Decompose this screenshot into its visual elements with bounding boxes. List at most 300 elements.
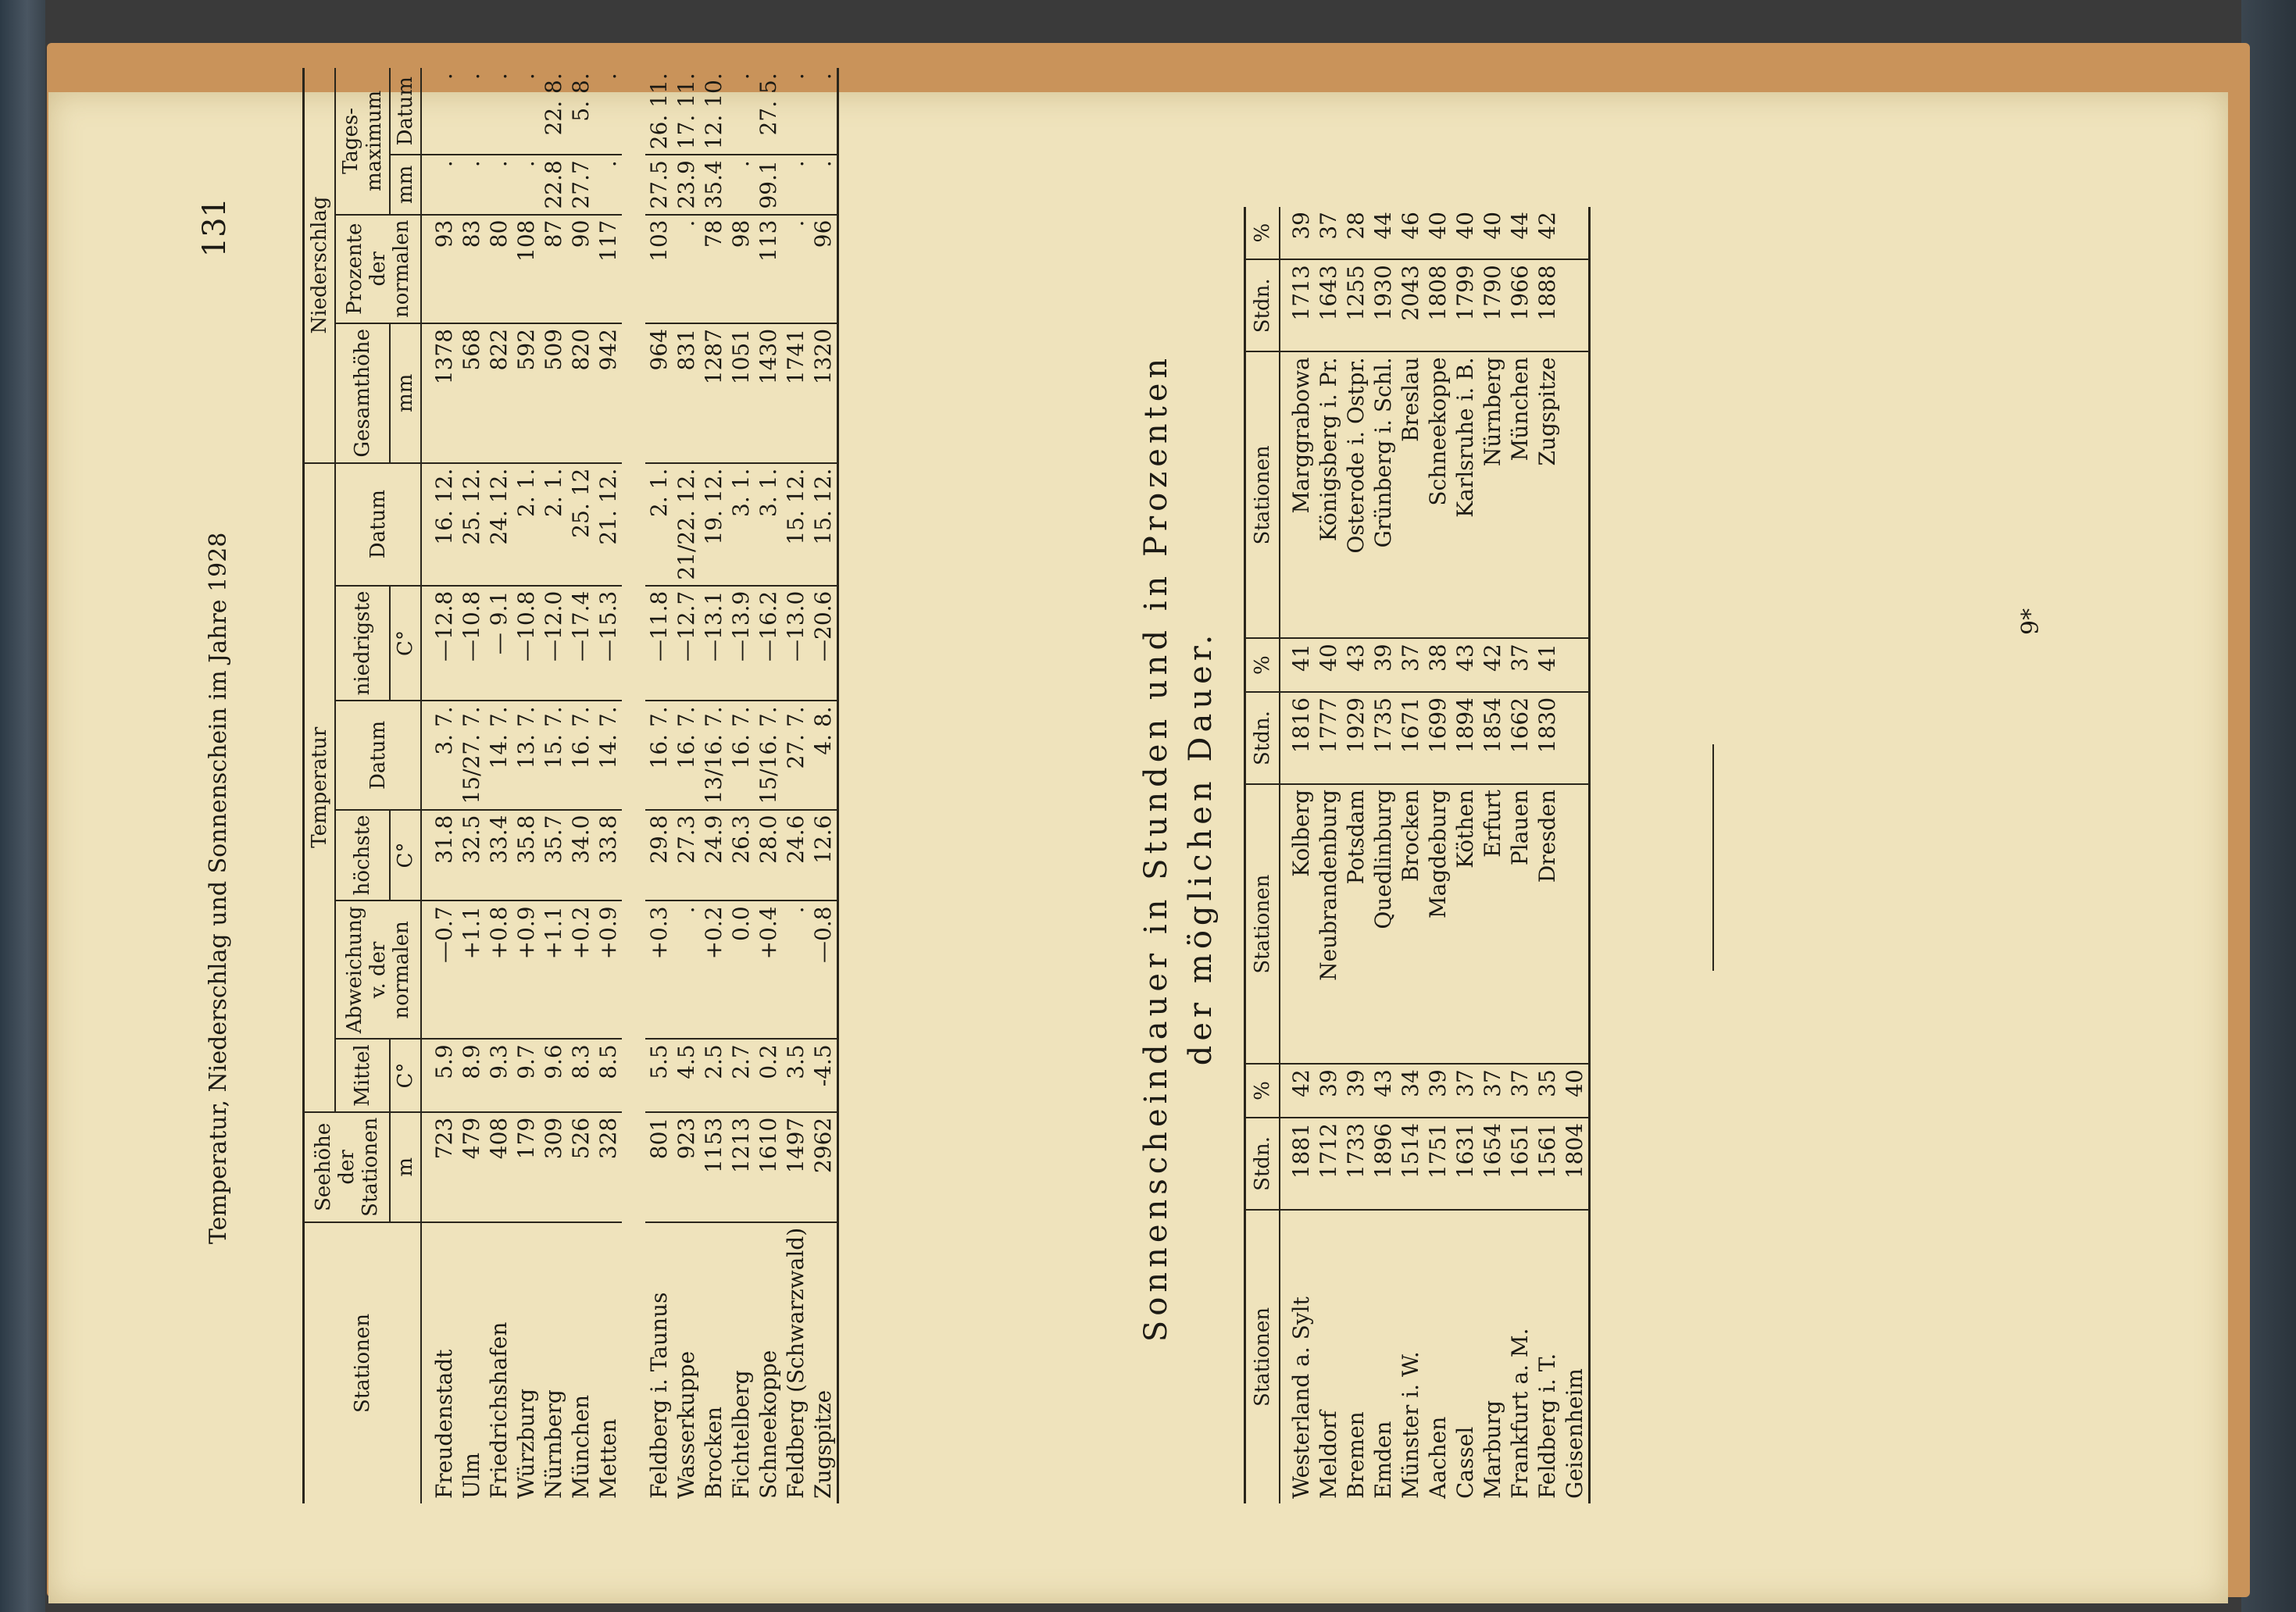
station-name: Breslau	[1397, 351, 1424, 638]
stunden: 1830	[1534, 692, 1561, 784]
datum-max: 16. 7.	[673, 701, 700, 809]
gesamthoehe: 964	[645, 323, 673, 463]
station-name: Meldorf	[1316, 1410, 1341, 1499]
col-stationen: Stationen	[304, 1222, 422, 1503]
prozente: 83	[458, 215, 485, 323]
section-title-line1: Sonnenscheindauer in Stunden und in Prozenten	[1138, 353, 1174, 1343]
tages-mm: 22.8	[540, 155, 567, 214]
prozent: 43	[1369, 1064, 1397, 1118]
unit-c-min: C°	[390, 586, 421, 701]
col-pct-3: %	[1245, 207, 1280, 259]
table-row	[1424, 207, 1452, 1503]
prozent: 34	[1397, 1064, 1424, 1118]
page-title: Temperatur, Niederschlag und Sonnenschein im Jahre 1928	[205, 532, 232, 1244]
abweichung: +1.1	[458, 901, 485, 1039]
station-name	[1561, 351, 1590, 638]
table-row	[1534, 207, 1561, 1503]
stunden: 1561	[1534, 1118, 1561, 1210]
datum-min: 25. 12.	[458, 463, 485, 586]
stunden: 1790	[1479, 259, 1506, 351]
tages-datum: 26. 11.	[645, 68, 673, 155]
station-name: Zugspitze	[810, 1389, 836, 1499]
niedrigste: —13.1	[700, 586, 727, 701]
stunden: 1671	[1397, 692, 1424, 784]
mittel: 2.7	[727, 1039, 755, 1112]
stunden: 1930	[1369, 259, 1397, 351]
datum-max: 3. 7.	[421, 701, 458, 809]
station-name: Emden	[1370, 1421, 1396, 1499]
seehoehe: 309	[540, 1112, 567, 1222]
prozente: 80	[485, 215, 512, 323]
niedrigste: —11.8	[645, 586, 673, 701]
unit-mm-ges: mm	[390, 323, 421, 463]
tages-mm: 23.9	[673, 155, 700, 214]
tages-datum: 12. 10.	[700, 68, 727, 155]
tages-datum: .	[727, 68, 755, 155]
stunden: 1654	[1479, 1118, 1506, 1210]
col-abweichung: Abweichung v. der normalen	[335, 901, 421, 1039]
abweichung: +0.2	[700, 901, 727, 1039]
table-row	[727, 68, 755, 1503]
seehoehe: 408	[485, 1112, 512, 1222]
col-temperatur: Temperatur	[304, 463, 336, 1112]
stunden: 1854	[1479, 692, 1506, 784]
station-name: Kolberg	[1280, 784, 1315, 1064]
niedrigste: —12.8	[421, 586, 458, 701]
datum-min: 3. 1.	[727, 463, 755, 586]
table-row	[1506, 207, 1534, 1503]
prozent: 37	[1452, 1064, 1479, 1118]
hoechste: 12.6	[809, 810, 838, 901]
col-niederschlag: Niederschlag	[304, 68, 336, 462]
datum-max: 15/27. 7.	[458, 701, 485, 809]
gesamthoehe: 831	[673, 323, 700, 463]
hoechste: 35.7	[540, 810, 567, 901]
stunden: 1631	[1452, 1118, 1479, 1210]
tages-mm: .	[421, 155, 458, 214]
station-name: Magdeburg	[1424, 784, 1452, 1064]
station-name: Quedlinburg	[1369, 784, 1397, 1064]
station-name: Nürnberg	[541, 1389, 566, 1499]
station-name: Frankfurt a. M.	[1507, 1328, 1533, 1499]
datum-min: 3. 1.	[755, 463, 782, 586]
gesamthoehe: 820	[567, 323, 595, 463]
station-name: Würzburg	[513, 1388, 539, 1499]
station-name: Bremen	[1343, 1411, 1369, 1499]
unit-m: m	[390, 1112, 421, 1222]
datum-max: 13. 7.	[512, 701, 540, 809]
prozent: 37	[1397, 638, 1424, 692]
abweichung: +0.9	[595, 901, 622, 1039]
seehoehe: 479	[458, 1112, 485, 1222]
stunden: 1896	[1369, 1118, 1397, 1210]
prozente: 78	[700, 215, 727, 323]
prozent: 37	[1315, 207, 1342, 259]
rotated-page-content	[48, 73, 2228, 1603]
prozente: .	[673, 215, 700, 323]
table-row	[1280, 207, 1315, 1503]
mittel: 8.3	[567, 1039, 595, 1112]
tages-datum: .	[458, 68, 485, 155]
tages-datum: 27. 5.	[755, 68, 782, 155]
prozent: 41	[1534, 638, 1561, 692]
col-hoechste: höchste	[335, 810, 390, 901]
station-name: Karlsruhe i. B.	[1452, 351, 1479, 638]
tages-mm: 35.4	[700, 155, 727, 214]
page-number: 131	[197, 198, 233, 258]
seehoehe: 923	[673, 1112, 700, 1222]
col-datum-max: Datum	[335, 701, 421, 809]
datum-min: 21. 12.	[595, 463, 622, 586]
stunden: 1777	[1315, 692, 1342, 784]
seehoehe: 328	[595, 1112, 622, 1222]
sunshine-table	[1244, 207, 1591, 1503]
abweichung: .	[782, 901, 809, 1039]
table-row	[1369, 207, 1397, 1503]
datum-max: 13/16. 7.	[700, 701, 727, 809]
datum-max: 16. 7.	[727, 701, 755, 809]
climate-table-body	[421, 68, 838, 1503]
mittel: 3.5	[782, 1039, 809, 1112]
stunden: 2043	[1397, 259, 1424, 351]
datum-min: 19. 12.	[700, 463, 727, 586]
prozent: 46	[1397, 207, 1424, 259]
station-name: Erfurt	[1479, 784, 1506, 1064]
gesamthoehe: 592	[512, 323, 540, 463]
stunden: 1894	[1452, 692, 1479, 784]
col-prozente: Prozente der normalen	[335, 215, 421, 323]
seehoehe: 1610	[755, 1112, 782, 1222]
niedrigste: —12.7	[673, 586, 700, 701]
niedrigste: —10.8	[512, 586, 540, 701]
station-name: Brocken	[1397, 784, 1424, 1064]
mittel: 2.5	[700, 1039, 727, 1112]
col-niedrigste: niedrigste	[335, 586, 390, 701]
prozente: 87	[540, 215, 567, 323]
mittel: 9.7	[512, 1039, 540, 1112]
datum-min: 21/22. 12.	[673, 463, 700, 586]
abweichung: —0.8	[809, 901, 838, 1039]
hoechste: 29.8	[645, 810, 673, 901]
stunden: 1699	[1424, 692, 1452, 784]
prozent: 43	[1342, 638, 1369, 692]
stunden	[1561, 259, 1590, 351]
seehoehe: 1213	[727, 1112, 755, 1222]
prozente: 93	[421, 215, 458, 323]
unit-c-mittel: C°	[390, 1039, 421, 1112]
stunden: 1808	[1424, 259, 1452, 351]
seehoehe: 2962	[809, 1112, 838, 1222]
col-stdn-3: Stdn.	[1245, 259, 1280, 351]
prozent: 39	[1424, 1064, 1452, 1118]
prozent: 40	[1452, 207, 1479, 259]
col-pct-1: %	[1245, 1064, 1280, 1118]
prozent: 38	[1424, 638, 1452, 692]
station-name: Grünberg i. Schl.	[1369, 351, 1397, 638]
stunden: 1514	[1397, 1118, 1424, 1210]
col-tagesmaximum: Tages-maximum	[335, 68, 390, 214]
hoechste: 35.8	[512, 810, 540, 901]
tages-mm: .	[485, 155, 512, 214]
datum-min: 16. 12.	[421, 463, 458, 586]
niedrigste: —13.9	[727, 586, 755, 701]
station-name: Feldberg i. Taunus	[646, 1292, 672, 1499]
tages-mm: 99.1	[755, 155, 782, 214]
signature-mark: 9*	[2017, 608, 2044, 635]
tages-datum: .	[512, 68, 540, 155]
station-name: Neubrandenburg	[1315, 784, 1342, 1064]
niedrigste: —10.8	[458, 586, 485, 701]
prozente: 98	[727, 215, 755, 323]
datum-max: 15. 7.	[540, 701, 567, 809]
niedrigste: — 9.1	[485, 586, 512, 701]
table-row	[567, 68, 595, 1503]
prozent: 41	[1280, 638, 1315, 692]
unit-mm-tages: mm	[390, 155, 421, 214]
hoechste: 33.8	[595, 810, 622, 901]
table-row	[458, 68, 485, 1503]
prozente: 90	[567, 215, 595, 323]
prozente: 96	[809, 215, 838, 323]
gesamthoehe: 568	[458, 323, 485, 463]
prozent	[1561, 638, 1590, 692]
tages-mm: .	[512, 155, 540, 214]
prozent: 42	[1534, 207, 1561, 259]
page-header	[197, 198, 252, 1502]
tages-datum: .	[782, 68, 809, 155]
tages-mm: .	[809, 155, 838, 214]
col-stdn-2: Stdn.	[1245, 692, 1280, 784]
mittel: 5.5	[645, 1039, 673, 1112]
tages-mm: 27.5	[645, 155, 673, 214]
stunden: 1888	[1534, 259, 1561, 351]
hoechste: 28.0	[755, 810, 782, 901]
stunden: 1799	[1452, 259, 1479, 351]
niedrigste: —17.4	[567, 586, 595, 701]
tages-datum: 22. 8.	[540, 68, 567, 155]
table-row	[1561, 207, 1590, 1503]
datum-max: 14. 7.	[595, 701, 622, 809]
table-row	[809, 68, 838, 1503]
col-seehoehe: Seehöhe der Stationen	[304, 1112, 391, 1222]
datum-min: 2. 1.	[540, 463, 567, 586]
mittel: 9.3	[485, 1039, 512, 1112]
mittel: 9.6	[540, 1039, 567, 1112]
abweichung: +0.9	[512, 901, 540, 1039]
prozente: 117	[595, 215, 622, 323]
station-name: Brocken	[701, 1406, 727, 1499]
seehoehe: 1153	[700, 1112, 727, 1222]
datum-max: 15/16. 7.	[755, 701, 782, 809]
mittel: 0.2	[755, 1039, 782, 1112]
unit-c-max: C°	[390, 810, 421, 901]
datum-max: 16. 7.	[645, 701, 673, 809]
abweichung: +0.3	[645, 901, 673, 1039]
station-name: Osterode i. Ostpr.	[1342, 351, 1369, 638]
tages-mm: .	[727, 155, 755, 214]
prozente: 108	[512, 215, 540, 323]
prozente: .	[782, 215, 809, 323]
seehoehe: 723	[421, 1112, 458, 1222]
hoechste: 33.4	[485, 810, 512, 901]
prozent: 28	[1342, 207, 1369, 259]
niedrigste: —12.0	[540, 586, 567, 701]
col-datum-min: Datum	[335, 463, 421, 586]
stunden: 1881	[1280, 1118, 1315, 1210]
divider-rule	[1712, 744, 1714, 971]
col-pct-2: %	[1245, 638, 1280, 692]
tages-datum: .	[421, 68, 458, 155]
prozent: 44	[1506, 207, 1534, 259]
abweichung: +0.8	[485, 901, 512, 1039]
station-name: Friedrichshafen	[486, 1321, 512, 1499]
station-name: Schneekoppe	[1424, 351, 1452, 638]
niedrigste: —20.6	[809, 586, 838, 701]
seehoehe: 801	[645, 1112, 673, 1222]
gesamthoehe: 1051	[727, 323, 755, 463]
abweichung: +0.4	[755, 901, 782, 1039]
station-name: Aachen	[1425, 1416, 1451, 1499]
table-row	[540, 68, 567, 1503]
book-page	[48, 73, 2228, 1603]
station-name: Feldberg (Schwarzwald)	[783, 1227, 809, 1499]
seehoehe: 1497	[782, 1112, 809, 1222]
seehoehe: 179	[512, 1112, 540, 1222]
prozent: 37	[1479, 1064, 1506, 1118]
station-name: Plauen	[1506, 784, 1534, 1064]
hoechste: 31.8	[421, 810, 458, 901]
col-gesamthoehe: Gesamthöhe	[335, 323, 390, 463]
station-name: Metten	[595, 1418, 621, 1499]
prozente: 103	[645, 215, 673, 323]
prozente: 113	[755, 215, 782, 323]
prozent: 44	[1369, 207, 1397, 259]
tages-datum: 5. 8.	[567, 68, 595, 155]
datum-max: 16. 7.	[567, 701, 595, 809]
stunden: 1662	[1506, 692, 1534, 784]
niedrigste: —13.0	[782, 586, 809, 701]
prozent: 35	[1534, 1064, 1561, 1118]
abweichung: +1.1	[540, 901, 567, 1039]
prozent: 40	[1479, 207, 1506, 259]
mittel: 5.9	[421, 1039, 458, 1112]
tages-datum: 17. 11.	[673, 68, 700, 155]
seehoehe: 526	[567, 1112, 595, 1222]
gesamthoehe: 1430	[755, 323, 782, 463]
abweichung: —0.7	[421, 901, 458, 1039]
datum-min: 2. 1.	[512, 463, 540, 586]
table-row	[485, 68, 512, 1503]
station-name: Wasserkuppe	[673, 1350, 699, 1499]
station-name: Freudenstadt	[431, 1349, 457, 1499]
table-row	[1315, 207, 1342, 1503]
datum-min: 24. 12.	[485, 463, 512, 586]
gesamthoehe: 509	[540, 323, 567, 463]
stunden: 1712	[1315, 1118, 1342, 1210]
prozent: 37	[1506, 638, 1534, 692]
table-row	[673, 68, 700, 1503]
station-name: Münster i. W.	[1398, 1351, 1423, 1499]
table-row	[595, 68, 622, 1503]
station-name: München	[568, 1394, 594, 1499]
section-title-line2: der möglichen Dauer.	[1183, 629, 1219, 1066]
hoechste: 26.3	[727, 810, 755, 901]
niedrigste: —15.3	[595, 586, 622, 701]
station-name: Marburg	[1480, 1400, 1505, 1499]
hoechste: 24.6	[782, 810, 809, 901]
stunden: 1751	[1424, 1118, 1452, 1210]
stunden: 1735	[1369, 692, 1397, 784]
stunden	[1561, 692, 1590, 784]
mittel: -4.5	[809, 1039, 838, 1112]
table-row	[755, 68, 782, 1503]
stunden: 1651	[1506, 1118, 1534, 1210]
station-name: Fichtelberg	[728, 1370, 754, 1499]
prozent: 43	[1452, 638, 1479, 692]
mittel: 4.5	[673, 1039, 700, 1112]
prozent: 40	[1315, 638, 1342, 692]
station-name: Potsdam	[1342, 784, 1369, 1064]
stunden: 1713	[1280, 259, 1315, 351]
station-name: Dresden	[1534, 784, 1561, 1064]
prozent: 42	[1479, 638, 1506, 692]
col-stdn-1: Stdn.	[1245, 1118, 1280, 1210]
stunden: 1966	[1506, 259, 1534, 351]
prozent: 40	[1561, 1064, 1590, 1118]
table-row	[1479, 207, 1506, 1503]
stunden: 1929	[1342, 692, 1369, 784]
stunden: 1255	[1342, 259, 1369, 351]
station-name: Köthen	[1452, 784, 1479, 1064]
station-name	[1561, 784, 1590, 1064]
station-name: Feldberg i. T.	[1534, 1353, 1560, 1499]
hoechste: 24.9	[700, 810, 727, 901]
station-name: Königsberg i. Pr.	[1315, 351, 1342, 638]
col-stationen-3: Stationen	[1245, 351, 1280, 638]
abweichung: +0.2	[567, 901, 595, 1039]
prozent	[1561, 207, 1590, 259]
prozent: 40	[1424, 207, 1452, 259]
prozent: 42	[1280, 1064, 1315, 1118]
datum-min: 15. 12.	[809, 463, 838, 586]
binding-left	[0, 0, 45, 1612]
station-name: Ulm	[459, 1452, 484, 1499]
tages-mm: .	[458, 155, 485, 214]
table-row	[700, 68, 727, 1503]
table-row	[512, 68, 540, 1503]
stunden: 1816	[1280, 692, 1315, 784]
gesamthoehe: 822	[485, 323, 512, 463]
col-stationen-1: Stationen	[1245, 1210, 1280, 1503]
col-datum-tages: Datum	[390, 68, 421, 155]
station-name: Zugspitze	[1534, 351, 1561, 638]
station-name: Cassel	[1452, 1426, 1478, 1499]
station-name: Marggrabowa	[1280, 351, 1315, 638]
prozent: 39	[1315, 1064, 1342, 1118]
gesamthoehe: 1378	[421, 323, 458, 463]
prozent: 39	[1342, 1064, 1369, 1118]
tages-datum: .	[809, 68, 838, 155]
station-name: München	[1506, 351, 1534, 638]
station-name: Geisenheim	[1562, 1368, 1587, 1499]
tages-mm: 27.7	[567, 155, 595, 214]
table-row	[1452, 207, 1479, 1503]
gesamthoehe: 942	[595, 323, 622, 463]
sunshine-table-body	[1280, 207, 1590, 1503]
hoechste: 27.3	[673, 810, 700, 901]
group-spacer	[622, 68, 645, 1503]
datum-max: 4. 8.	[809, 701, 838, 809]
